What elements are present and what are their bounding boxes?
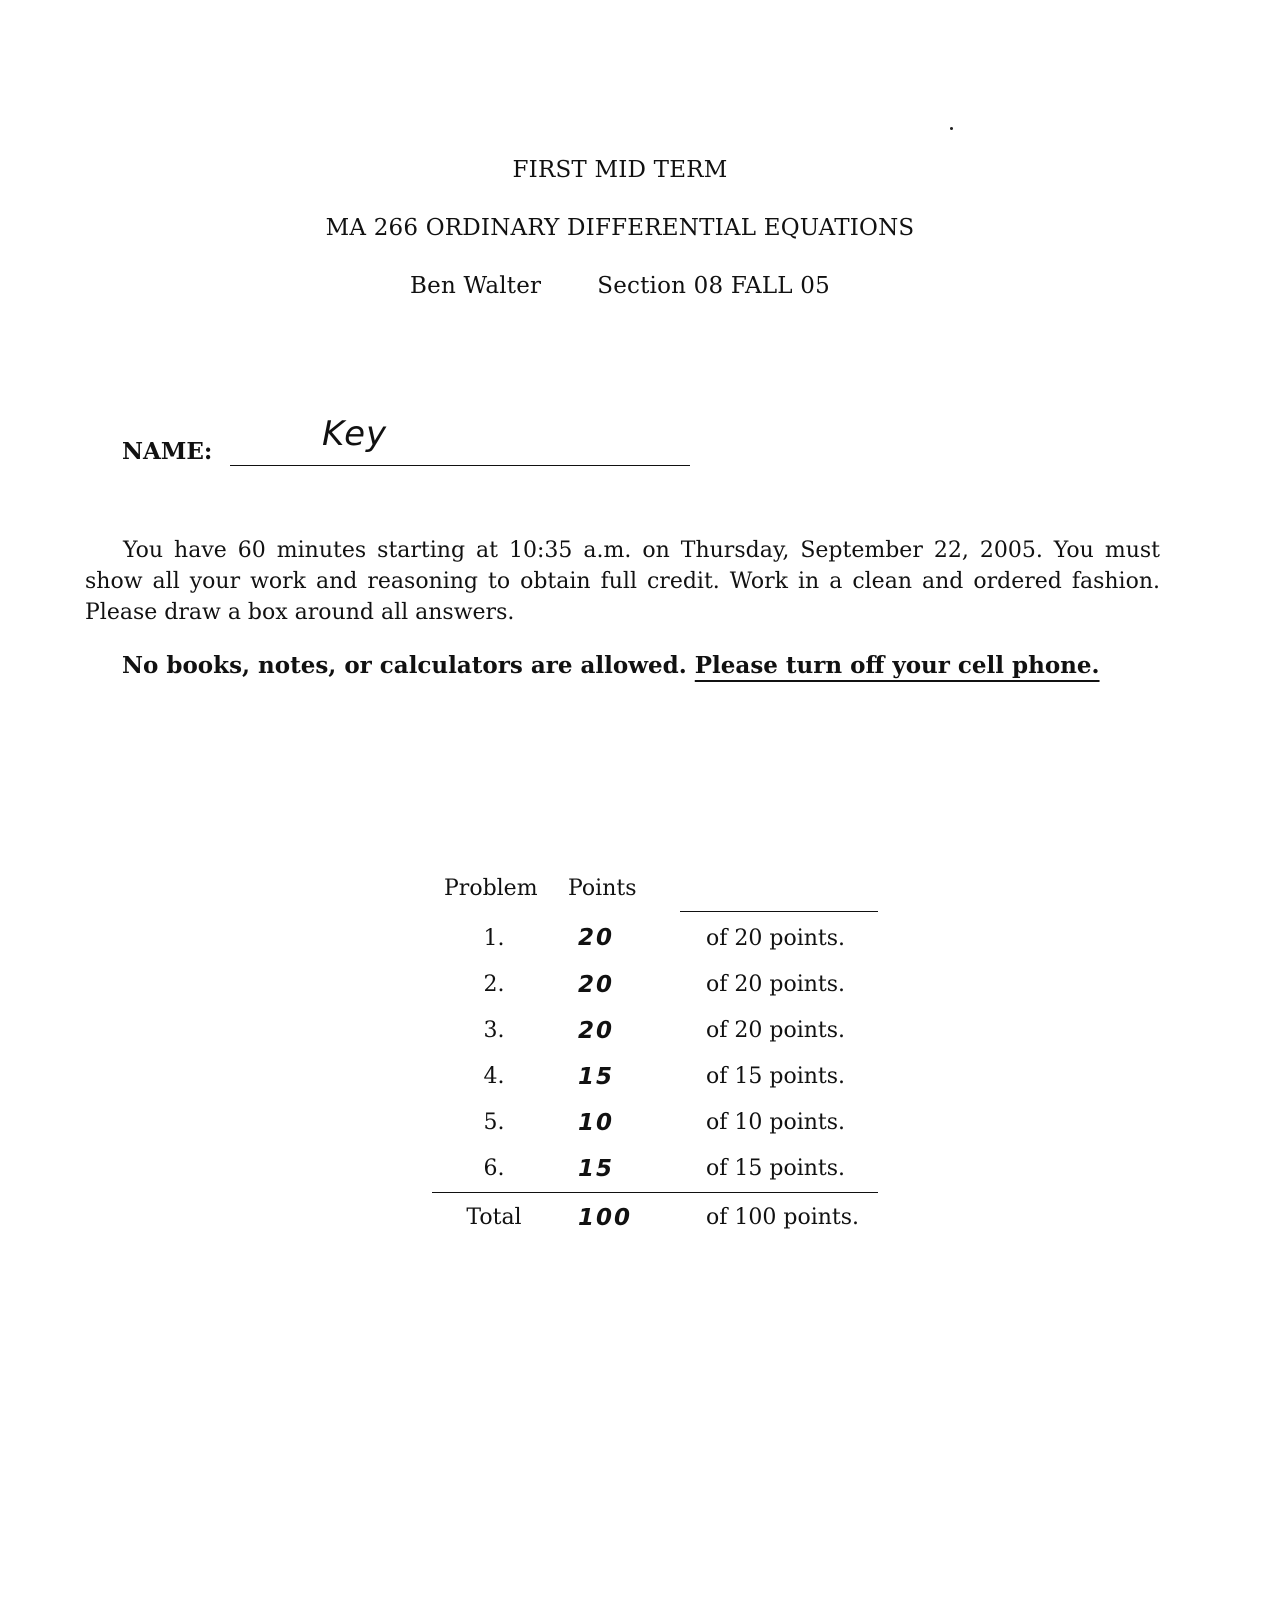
points-earned: 10 [578,1109,615,1136]
points-earned: 20 [578,971,615,998]
problem-number: 2. [483,972,505,997]
section-info: Section 08 FALL 05 [597,273,830,299]
table-row [432,911,878,962]
name-label: NAME: [122,438,213,465]
points-earned: 15 [578,1063,615,1090]
points-possible: of 15 points. [706,1064,846,1089]
table-row [432,1054,878,1100]
score-table [432,868,878,1243]
total-points-earned: 100 [556,1192,680,1243]
rules-underlined-text: Please turn off your cell phone. [694,652,1100,679]
instructions-paragraph: You have 60 minutes starting at 10:35 a.m. on Thursday, September 22, 2005. You must show all your work and reasoning to obtain full credit. Work in a clean and ordered fashion. Please draw a box around all answers. [85,538,1160,625]
header-problem: Problem [444,876,538,901]
problem-number: 6. [483,1156,505,1181]
instructor-section-line [0,273,1240,299]
table-row [432,1146,878,1193]
problem-number: 3. [483,1018,505,1043]
header-points: Points [568,876,637,901]
points-earned: 15 [578,1155,615,1182]
problem-number: 5. [483,1110,505,1135]
rules-line [122,652,1100,679]
table-row [432,962,878,1008]
table-row [432,1008,878,1054]
points-earned: 20 [578,925,615,952]
instructor-name: Ben Walter [410,273,542,299]
points-possible: of 20 points. [706,1018,846,1043]
total-points-possible: of 100 points. [680,1192,878,1243]
header-blank [680,868,878,911]
scan-speck [950,127,953,130]
name-underline [230,465,690,466]
exam-title: FIRST MID TERM [512,157,728,183]
points-possible: of 20 points. [706,926,846,951]
table-row [432,1100,878,1146]
score-table-header [432,868,878,911]
rules-bold-text: No books, notes, or calculators are allowed. [122,652,687,679]
total-row [432,1192,878,1243]
course-title: MA 266 ORDINARY DIFFERENTIAL EQUATIONS [325,215,915,241]
total-label: Total [432,1192,556,1243]
problem-number: 1. [483,925,505,951]
problem-number: 4. [483,1064,505,1089]
points-possible: of 10 points. [706,1110,846,1135]
points-possible: of 20 points. [706,972,846,997]
name-handwritten-value: Key [322,414,388,454]
points-earned: 20 [578,1017,615,1044]
points-possible: of 15 points. [706,1156,846,1181]
